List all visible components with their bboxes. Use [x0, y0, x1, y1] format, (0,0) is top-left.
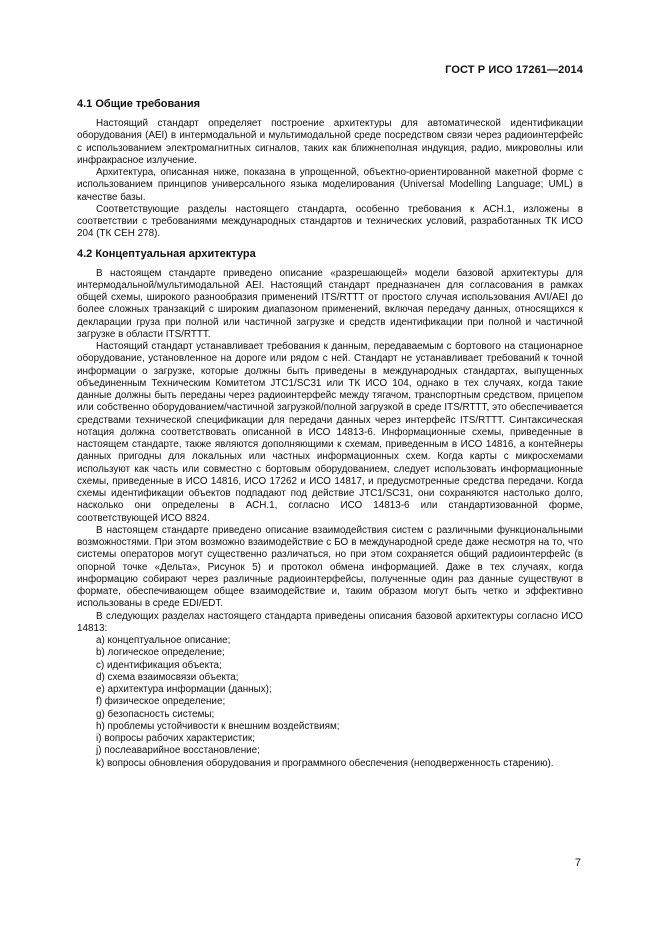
architecture-list [77, 635, 583, 770]
section-heading-4-2: 4.2 Концептуальная архитектура [77, 247, 256, 260]
list-item: k) вопросы обновления оборудования и программного обеспечения (неподверженность старению). [96, 757, 554, 769]
page-content [77, 98, 583, 770]
list-item: b) логическое определение; [96, 647, 225, 659]
section-heading-4-1: 4.1 Общие требования [77, 98, 201, 110]
paragraph: В настоящем стандарте приведено описание взаимодействия систем с различными функциональными возможностями. При этом возможно взаимодействие с БО в международной среде даже несмотря на то, что системы операторов могут существенно различаться, но при этом сохраняется общий радиоинтерфейс (в опорной точке «Дельта», Рисунок 5) и протокол обмена информацией. Даже в тех случаях, когда информацию собирают через различные радиоинтерфейсы, полученные один раз данные существуют в формате, обеспечивающем общее взаимодействие и, таким образом могут быть четко и эффективно использованы в среде EDI/EDT. [77, 524, 583, 610]
list-item: i) вопросы рабочих характеристик; [96, 733, 255, 744]
standard-header: ГОСТ Р ИСО 17261—2014 [445, 64, 583, 76]
list-item: a) концептуальное описание; [96, 635, 231, 646]
paragraph: В следующих разделах настоящего стандарта приведены описания базовой архитектуры согласно ИСО 14813: [77, 610, 583, 634]
list-item: c) идентификация объекта; [96, 659, 222, 671]
paragraph: Архитектура, описанная ниже, показана в упрощенной, объектно-ориентированной макетной форме с использованием принципов универсального языка моделирования (Universal Modelling Language; UML) в качестве базы. [77, 167, 583, 203]
list-item: j) послеаварийное восстановление; [96, 745, 260, 757]
list-item: h) проблемы устойчивости к внешним воздействиям; [96, 720, 340, 732]
list-item: g) безопасность системы; [96, 708, 215, 720]
paragraph: В настоящем стандарте приведено описание «разрешающей» модели базовой архитектуры для интермодальной/мультимодальной AEI. Настоящий стандарт предназначен для согласования в рамках общей схемы, широкого разнообразия применений ITS/RTTT от простого случая использования AVI/AEI до более сложных транзакций с широким диапазоном применений, включая передачу данных, относящихся к декларации груза при полной или частичной загрузке и средств идентификации при полной и частичной загрузке в области ITS/RTTT. [77, 267, 583, 340]
paragraph: Соответствующие разделы настоящего стандарта, особенно требования к АСН.1, изложены в соответствии с требованиями международных стандартов и технических условий, разработанных ТК ИСО 204 (ТК СЕН 278). [77, 203, 583, 240]
list-item: d) схема взаимосвязи объекта; [96, 671, 239, 683]
page-number: 7 [574, 857, 581, 869]
paragraph: Настоящий стандарт устанавливает требования к данным, передаваемым с бортового на стационарное оборудование, установленное на дороге или рядом с ней. Стандарт не устанавливает требований к точной информации о загрузке, которые должны быть приведены в международных стандартах, выпущенных объединенным Техническим Комитетом JTC1/SC31 или ТК ИСО 104, однако в тех случаях, когда такие данные должны быть переданы через радиоинтерфейс между тягачом, транспортным средством, прицепом или собственно оборудованием/частичной загрузкой/полной загрузкой в среде ITS/RTTT, это обеспечивается средствами технической спецификации для передачи данных через интерфейс ITS/RTTT. Синтаксическая нотация должна соответствовать описанной в ИСО 14813-6. Информационные схемы, приведенные в настоящем стандарте, также являются дополняющими к схемам, приведенным в ИСО 14816, а контейнеры данных пригодны для локальных или частных информационных схем. Когда карты с микросхемами используют как часть или совместно с бортовым оборудованием, следует использовать информационные схемы, приведенные в ИСО 14816, ИСО 17262 и ИСО 14817, и предусмотренные средства передачи. Когда схемы идентификации объектов подпадают под действие JTC1/SC31, они сохраняются настолько долго, насколько они определены в АСН.1, согласно ИСО 14813-6 или стандартизованной форме, соответствующей ИСО 8824. [77, 341, 583, 524]
list-item: e) архитектура информации (данных); [96, 684, 272, 695]
list-item: f) физическое определение; [96, 696, 226, 708]
paragraph: Настоящий стандарт определяет построение архитектуры для автоматической идентификации оборудования (AEI) в интермодальной и мультимодальной среде посредством связи через радиоинтерфейс с использованием электромагнитных сигналов, таких как ближнеполная индукция, радио, микроволны или инфракрасное излучение. [77, 118, 583, 166]
